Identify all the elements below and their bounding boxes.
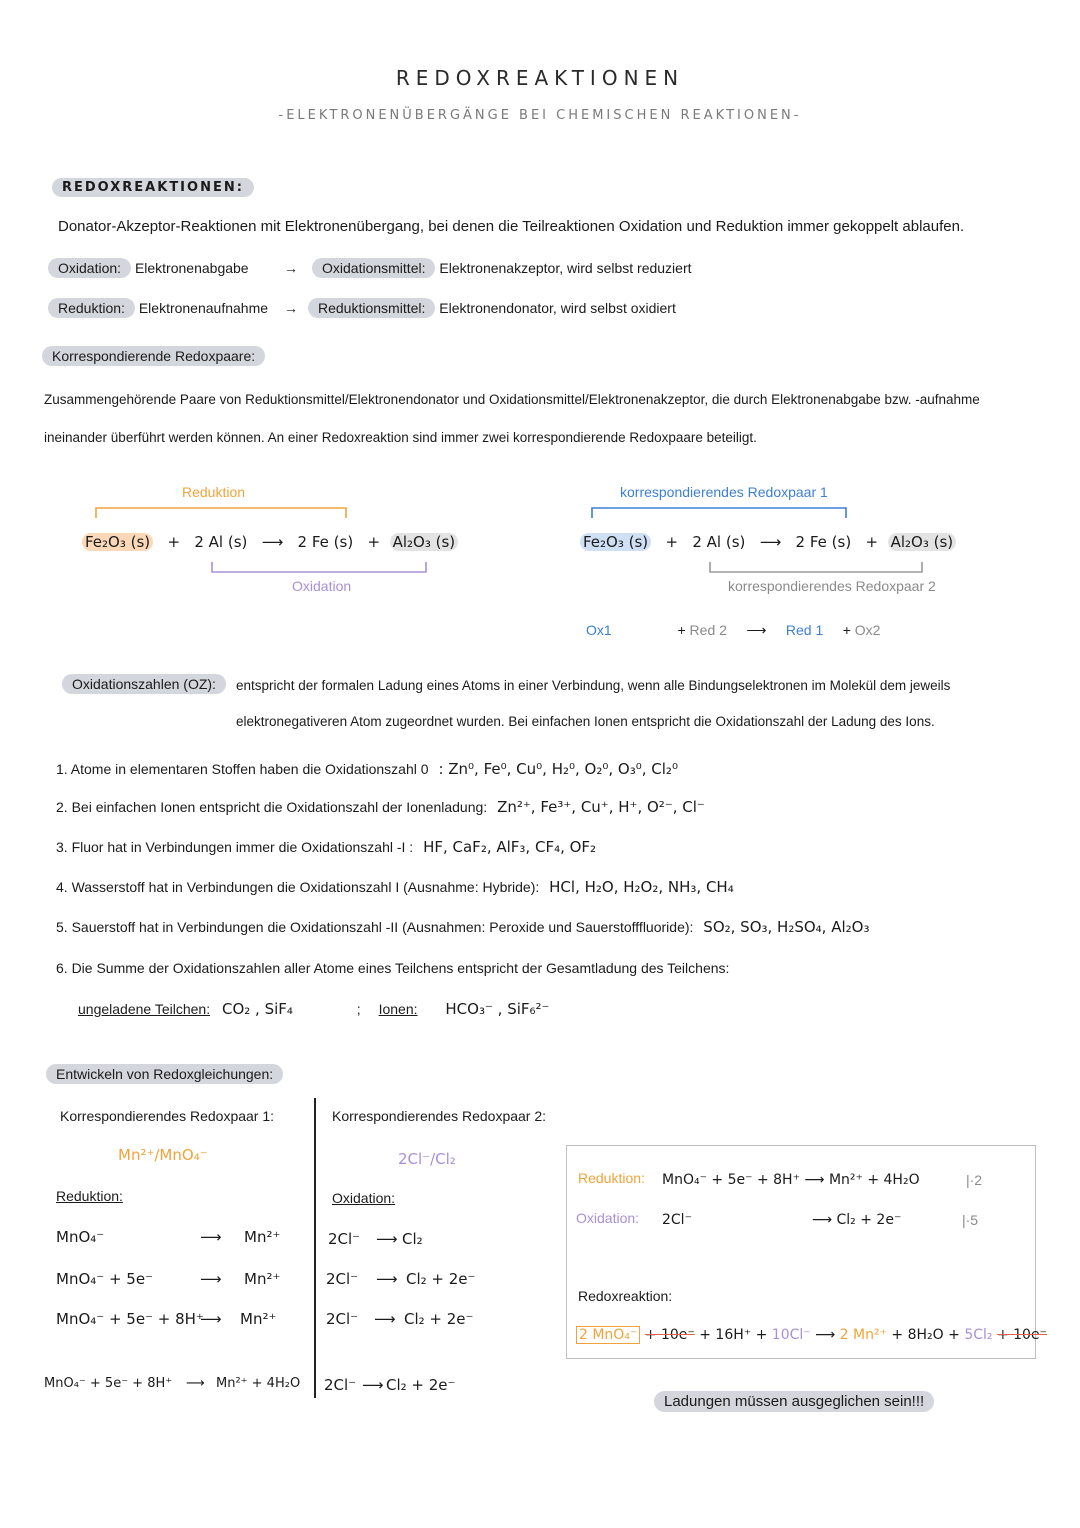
oz-definition-1: entspricht der formalen Ladung eines Atoms in einer Verbindung, wenn alle Bindungselektronen im Molekül dem jeweils — [236, 678, 951, 693]
reduktionsmittel-text: Elektronendonator, wird selbst oxidiert — [439, 300, 676, 316]
final-cl2: 5Cl₂ — [964, 1327, 993, 1343]
pair1-line-1-left: MnO₄⁻ — [56, 1228, 105, 1246]
rule-6-examples: ungeladene Teilchen: CO₂ , SiF₄ ; Ionen: HCO₃⁻ , SiF₆²⁻ — [78, 1000, 550, 1018]
section-redox-heading: REDOXREAKTIONEN: — [52, 180, 254, 195]
reduktion-label: Reduktion: — [48, 298, 135, 318]
rule-1: 1. Atome in elementaren Stoffen haben die Oxidationszahl 0 : Zn⁰, Fe⁰, Cu⁰, H₂⁰, O₂⁰, O₃⁰, Cl₂⁰ — [56, 760, 678, 778]
pair2-line-2-left: 2Cl⁻ — [326, 1270, 359, 1288]
uncharged-label: ungeladene Teilchen: — [78, 1001, 211, 1017]
redoxpaar1-bracket-label: korrespondierendes Redoxpaar 1 — [620, 484, 828, 500]
reduktionsmittel-label: Reduktionsmittel: — [308, 298, 435, 318]
reduktion-bracket-label: Reduktion — [182, 484, 246, 500]
pair2-line-2-right: Cl₂ + 2e⁻ — [406, 1270, 476, 1288]
redoxpaare-line-1: Zusammengehörende Paare von Reduktionsmittel/Elektronendonator und Oxidationsmittel/Elektronenakzeptor, die durch Elektronenabgabe bzw. -aufnahme — [44, 392, 980, 407]
pair2-step-label: Oxidation: — [332, 1190, 396, 1206]
reaction-arrow: ⟶ — [261, 533, 284, 551]
pair1-line-4-arrow: ⟶ — [186, 1376, 205, 1391]
section-redoxgleichungen-heading: Entwickeln von Redoxgleichungen: — [46, 1066, 283, 1082]
section-redoxpaare-heading: Korrespondierende Redoxpaare: — [42, 348, 265, 364]
pair2-line-1-left: 2Cl⁻ — [328, 1230, 361, 1248]
red2: Red 2 — [689, 622, 727, 638]
rule-4: 4. Wasserstoff hat in Verbindungen die Oxidationszahl I (Ausnahme: Hybride): HCl, H₂O, H₂O₂, NH₃, CH₄ — [56, 878, 734, 896]
column-divider — [314, 1098, 316, 1398]
pair2-line-4-left: 2Cl⁻ — [324, 1376, 357, 1394]
page-subtitle: -ELEKTRONENÜBERGÄNGE BEI CHEMISCHEN REAKTIONEN- — [278, 108, 802, 123]
oxidation-label: Oxidation: — [48, 258, 131, 278]
box-reduktion-equation: MnO₄⁻ + 5e⁻ + 8H⁺ ⟶ Mn²⁺ + 4H₂O — [662, 1172, 920, 1188]
box-oxidation-left: 2Cl⁻ — [662, 1212, 692, 1228]
box-oxidation-factor: |·5 — [962, 1212, 979, 1228]
pair2-line-4-arrow: ⟶ — [362, 1376, 384, 1394]
box-final-equation: 2 MnO₄⁻ + 10e⁻ + 16H⁺ + 10Cl⁻ ⟶ 2 Mn²⁺ + 8H₂O + 5Cl₂ + 10e⁻ — [576, 1327, 1047, 1343]
reduktion-text: Elektronenaufnahme — [138, 300, 269, 316]
redox-definition: Donator-Akzeptor-Reaktionen mit Elektronenübergang, bei denen die Teilreaktionen Oxidation und Reduktion immer gekoppelt ablaufen. — [58, 218, 965, 235]
rule-5: 5. Sauerstoff hat in Verbindungen die Oxidationszahl -II (Ausnahmen: Peroxide und Sauerstofffluoride): SO₂, SO₃, H₂SO₄, Al₂O₃ — [56, 918, 870, 936]
ions-label: Ionen: — [378, 1001, 418, 1017]
pair2-line-1-right: Cl₂ — [402, 1230, 423, 1248]
charge-balance-note: Ladungen müssen ausgeglichen sein!!! — [654, 1393, 934, 1410]
pair1-line-3-right: Mn²⁺ — [240, 1310, 277, 1328]
left-reaction: Fe₂O₃ (s) + 2 Al (s) ⟶ 2 Fe (s) + Al₂O₃ (s) — [82, 533, 458, 551]
fe2o3: Fe₂O₃ (s) — [580, 533, 651, 551]
oxidation-bracket-label: Oxidation — [292, 578, 352, 594]
oxidationsmittel-text: Elektronenakzeptor, wird selbst reduziert — [439, 260, 692, 276]
oxidation-text: Elektronenabgabe — [134, 260, 249, 276]
pair2-line-4-right: Cl₂ + 2e⁻ — [386, 1376, 456, 1394]
generic-redox-row: Ox1 + Red 2 ⟶ Red 1 + Ox2 — [586, 622, 881, 638]
section-oxidationszahlen-heading: Oxidationszahlen (OZ): — [62, 676, 226, 692]
reaction-arrow: ⟶ — [759, 533, 782, 551]
pair2-line-3-arrow: ⟶ — [374, 1310, 396, 1328]
pair1-step-label: Reduktion: — [56, 1188, 123, 1204]
pair1-line-1-arrow: ⟶ — [200, 1228, 222, 1246]
right-reaction: Fe₂O₃ (s) + 2 Al (s) ⟶ 2 Fe (s) + Al₂O₃ (s) — [580, 533, 956, 551]
rule-6: 6. Die Summe der Oxidationszahlen aller Atome eines Teilchens entspricht der Gesamtladung des Teilchens: — [56, 960, 730, 976]
page-title: REDOXREAKTIONEN — [395, 66, 685, 90]
final-e-left: + 10e⁻ — [644, 1327, 695, 1343]
al2o3: Al₂O₃ (s) — [390, 533, 459, 551]
pair2-line-3-left: 2Cl⁻ — [326, 1310, 359, 1328]
al2o3: Al₂O₃ (s) — [888, 533, 957, 551]
al: 2 Al (s) — [692, 533, 746, 551]
oxidationsmittel-label: Oxidationsmittel: — [312, 258, 435, 278]
reduktion-arrow: → — [284, 300, 298, 316]
ox2: Ox2 — [854, 622, 881, 638]
pair1-line-1-right: Mn²⁺ — [244, 1228, 281, 1246]
pair1-line-2-right: Mn²⁺ — [244, 1270, 281, 1288]
ox1: Ox1 — [586, 622, 612, 638]
pair1-line-4-right: Mn²⁺ + 4H₂O — [216, 1376, 301, 1391]
pair1-line-3-arrow: ⟶ — [200, 1310, 222, 1328]
pair1-line-4-left: MnO₄⁻ + 5e⁻ + 8H⁺ — [44, 1376, 173, 1391]
redoxpaare-line-2: ineinander überführt werden können. An einer Redoxreaktion sind immer zwei korrespondierende Redoxpaare beteiligt. — [44, 430, 757, 445]
box-redox-label: Redoxreaktion: — [578, 1288, 673, 1304]
pair1-line-2-arrow: ⟶ — [200, 1270, 222, 1288]
rule-3: 3. Fluor hat in Verbindungen immer die Oxidationszahl -I : HF, CaF₂, AlF₃, CF₄, OF₂ — [56, 838, 597, 856]
red1: Red 1 — [785, 622, 824, 638]
final-mn: 2 Mn²⁺ — [839, 1327, 887, 1343]
box-reduktion-factor: |·2 — [966, 1172, 983, 1188]
pair2-formula: 2Cl⁻/Cl₂ — [398, 1150, 456, 1168]
al: 2 Al (s) — [194, 533, 248, 551]
redoxpaar2-bracket-label: korrespondierendes Redoxpaar 2 — [728, 578, 936, 594]
fe2o3: Fe₂O₃ (s) — [82, 533, 153, 551]
rule-2: 2. Bei einfachen Ionen entspricht die Oxidationszahl der Ionenladung: Zn²⁺, Fe³⁺, Cu⁺, H⁺, O²⁻, Cl⁻ — [56, 798, 705, 816]
box-oxidation-label: Oxidation: — [576, 1210, 640, 1226]
final-e-right: + 10e⁻ — [996, 1327, 1047, 1343]
pair2-line-1-arrow: ⟶ — [376, 1230, 398, 1248]
oxidation-arrow: → — [284, 260, 298, 276]
pair2-title: Korrespondierendes Redoxpaar 2: — [332, 1108, 547, 1124]
pair1-line-2-left: MnO₄⁻ + 5e⁻ — [56, 1270, 153, 1288]
fe: 2 Fe (s) — [795, 533, 852, 551]
final-mno4: 2 MnO₄⁻ — [576, 1326, 640, 1344]
fe: 2 Fe (s) — [297, 533, 354, 551]
pair2-line-3-right: Cl₂ + 2e⁻ — [404, 1310, 474, 1328]
pair2-line-2-arrow: ⟶ — [376, 1270, 398, 1288]
pair1-formula: Mn²⁺/MnO₄⁻ — [118, 1146, 208, 1164]
oz-definition-2: elektronegativeren Atom zugeordnet wurden. Bei einfachen Ionen entspricht die Oxidationszahl der Ladung des Ions. — [236, 714, 935, 729]
pair1-title: Korrespondierendes Redoxpaar 1: — [60, 1108, 275, 1124]
final-cl: 10Cl⁻ — [771, 1327, 811, 1343]
box-reduktion-label: Reduktion: — [578, 1170, 645, 1186]
box-oxidation-right: ⟶ Cl₂ + 2e⁻ — [812, 1212, 902, 1228]
pair1-line-3-left: MnO₄⁻ + 5e⁻ + 8H⁺ — [56, 1310, 204, 1328]
